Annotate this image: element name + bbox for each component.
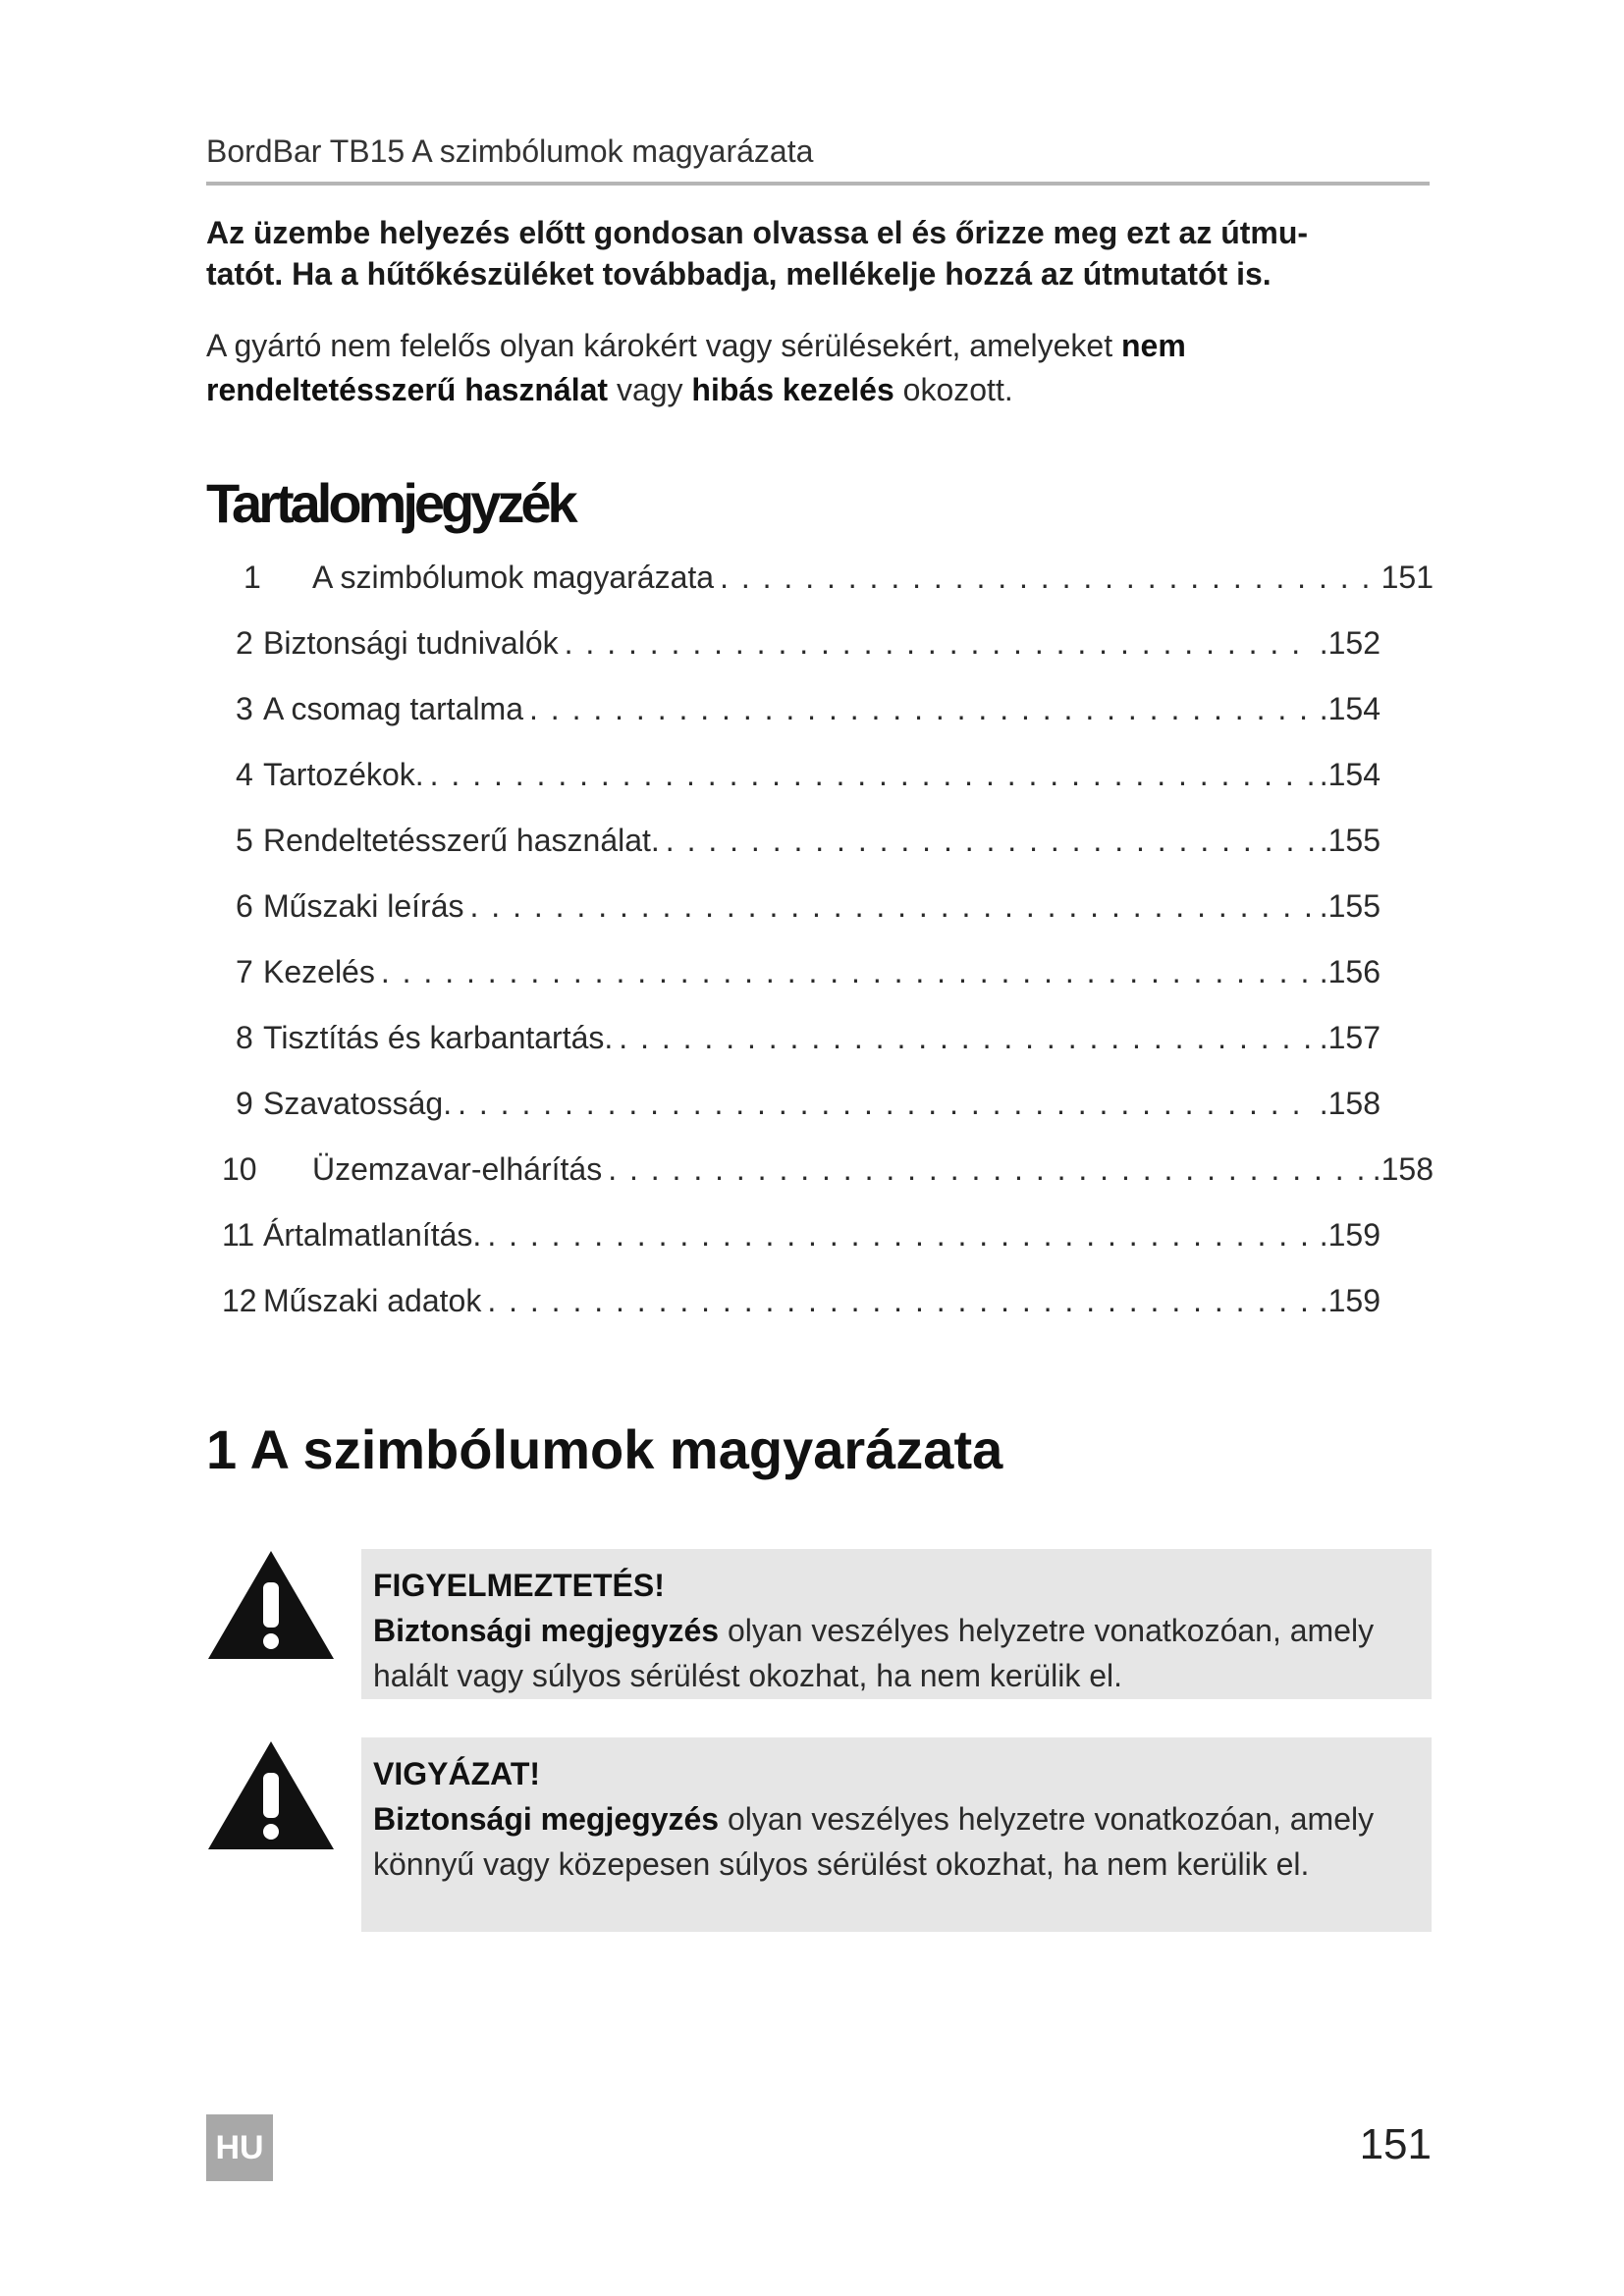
page-header bbox=[206, 133, 1430, 186]
toc-item-label: Üzemzavar-elhárítás bbox=[312, 1151, 603, 1187]
toc-item-page: .159 bbox=[1319, 1217, 1380, 1253]
warning-title: FIGYELMEZTETÉS! bbox=[373, 1568, 665, 1603]
intro-bold-usage: rendeltetésszerű használat bbox=[206, 372, 609, 407]
toc-item-page: .152 bbox=[1319, 625, 1380, 661]
page-number: 151 bbox=[1359, 2120, 1432, 2168]
toc-item-leader bbox=[487, 1283, 1313, 1319]
toc-item-label: Tartozékok. bbox=[263, 757, 424, 792]
intro-bold-handling: hibás kezelés bbox=[691, 372, 894, 407]
toc-item-page: .157 bbox=[1319, 1020, 1380, 1055]
toc-item-6[interactable] bbox=[236, 888, 1380, 925]
intro-bold-line-2: tatót. Ha a hűtőkészüléket továbbadja, mellékelje hozzá az útmutatót is. bbox=[206, 256, 1272, 292]
toc-title: Tartalomjegyzék bbox=[206, 472, 574, 534]
toc-item-leader bbox=[608, 1151, 1367, 1188]
toc-item-leader bbox=[565, 625, 1314, 662]
toc-item-number: 11 bbox=[222, 1217, 255, 1253]
toc-item-number: 12 bbox=[222, 1283, 257, 1318]
toc-item-number: 3 bbox=[236, 691, 253, 726]
toc-item-label: A szimbólumok magyarázata bbox=[312, 560, 715, 595]
toc-item-label: Műszaki leírás bbox=[263, 888, 464, 924]
caution-title: VIGYÁZAT! bbox=[373, 1756, 541, 1791]
toc-item-leader bbox=[381, 954, 1314, 990]
toc-item-page: .154 bbox=[1319, 757, 1380, 792]
toc-item-number: 4 bbox=[236, 757, 253, 792]
toc-item-leader bbox=[487, 1217, 1313, 1254]
warning-triangle-icon bbox=[206, 1549, 336, 1661]
intro-text-part1: A gyártó nem felelős olyan károkért vagy sérülésekért, amelyeket bbox=[206, 328, 1121, 363]
toc-item-label: Kezelés bbox=[263, 954, 375, 989]
intro-text-part2: vagy bbox=[608, 372, 692, 407]
warning-box-figyelmeztetes bbox=[361, 1549, 1432, 1699]
toc-item-page: .156 bbox=[1319, 954, 1380, 989]
toc-item-5[interactable] bbox=[236, 823, 1380, 859]
toc-item-leader bbox=[430, 757, 1314, 793]
caution-text: olyan veszélyes helyzetre vonatkozóan, amely könnyű vagy közepesen súlyos sérülést okozhat, ha nem kerülik el. bbox=[373, 1801, 1375, 1882]
toc-item-page: .158 bbox=[1319, 1086, 1380, 1121]
toc-item-11[interactable] bbox=[222, 1217, 1380, 1254]
toc-item-number: 1 bbox=[244, 560, 261, 595]
header-text: BordBar TB15 A szimbólumok magyarázata bbox=[206, 133, 814, 169]
toc-item-8[interactable] bbox=[236, 1020, 1380, 1056]
toc-item-number: 2 bbox=[236, 625, 253, 661]
toc-item-label: Biztonsági tudnivalók bbox=[263, 625, 559, 661]
toc-item-leader bbox=[619, 1020, 1313, 1056]
toc-item-number: 9 bbox=[236, 1086, 253, 1121]
warning-body bbox=[373, 1608, 1418, 1698]
warning-text: olyan veszélyes helyzetre vonatkozóan, amely halált vagy súlyos sérülést okozhat, ha nem kerülik el. bbox=[373, 1613, 1375, 1693]
toc-item-9[interactable] bbox=[236, 1086, 1380, 1122]
toc-item-3[interactable] bbox=[236, 691, 1380, 727]
toc-item-7[interactable] bbox=[236, 954, 1380, 990]
toc-item-label: Ártalmatlanítás. bbox=[263, 1217, 482, 1253]
toc-item-10[interactable] bbox=[222, 1151, 1434, 1188]
intro-bold-line-1: Az üzembe helyezés előtt gondosan olvassa el és őrizze meg ezt az útmu- bbox=[206, 215, 1309, 250]
intro-text-part3: okozott. bbox=[893, 372, 1013, 407]
toc-item-page: .155 bbox=[1319, 823, 1380, 858]
caution-bold: Biztonsági megjegyzés bbox=[373, 1801, 720, 1837]
caution-triangle-icon bbox=[206, 1739, 336, 1851]
language-badge: HU bbox=[206, 2114, 273, 2181]
warning-bold: Biztonsági megjegyzés bbox=[373, 1613, 720, 1648]
toc-item-page: .159 bbox=[1319, 1283, 1380, 1318]
toc-item-number: 10 bbox=[222, 1151, 257, 1187]
toc-item-label: Szavatosság. bbox=[263, 1086, 453, 1121]
toc-item-label: A csomag tartalma bbox=[263, 691, 523, 726]
intro-paragraph bbox=[206, 324, 1434, 412]
toc-item-number: 6 bbox=[236, 888, 253, 924]
toc-item-12[interactable] bbox=[222, 1283, 1380, 1319]
toc-item-label: Tisztítás és karbantartás. bbox=[263, 1020, 614, 1055]
toc-item-4[interactable] bbox=[236, 757, 1380, 793]
intro-warning bbox=[206, 212, 1434, 294]
toc-item-leader bbox=[666, 823, 1314, 859]
toc-item-page: .154 bbox=[1319, 691, 1380, 726]
toc-item-label: Rendeltetésszerű használat. bbox=[263, 823, 660, 858]
toc-item-number: 8 bbox=[236, 1020, 253, 1055]
section-title: 1 A szimbólumok magyarázata bbox=[206, 1418, 1003, 1480]
toc-item-page: .155 bbox=[1319, 888, 1380, 924]
toc-item-leader bbox=[720, 560, 1376, 596]
toc-item-1[interactable] bbox=[244, 560, 1434, 596]
toc-item-label: Műszaki adatok bbox=[263, 1283, 482, 1318]
toc-item-page: .158 bbox=[1372, 1151, 1434, 1187]
toc-item-leader bbox=[458, 1086, 1314, 1122]
toc-item-2[interactable] bbox=[236, 625, 1380, 662]
toc-item-page: 151 bbox=[1380, 560, 1434, 595]
intro-bold-nem: nem bbox=[1121, 328, 1186, 363]
toc-item-number: 7 bbox=[236, 954, 253, 989]
toc-item-leader bbox=[529, 691, 1314, 727]
toc-item-number: 5 bbox=[236, 823, 253, 858]
warning-box-vigyazat bbox=[361, 1737, 1432, 1932]
caution-body bbox=[373, 1796, 1418, 1887]
toc-item-leader bbox=[470, 888, 1314, 925]
